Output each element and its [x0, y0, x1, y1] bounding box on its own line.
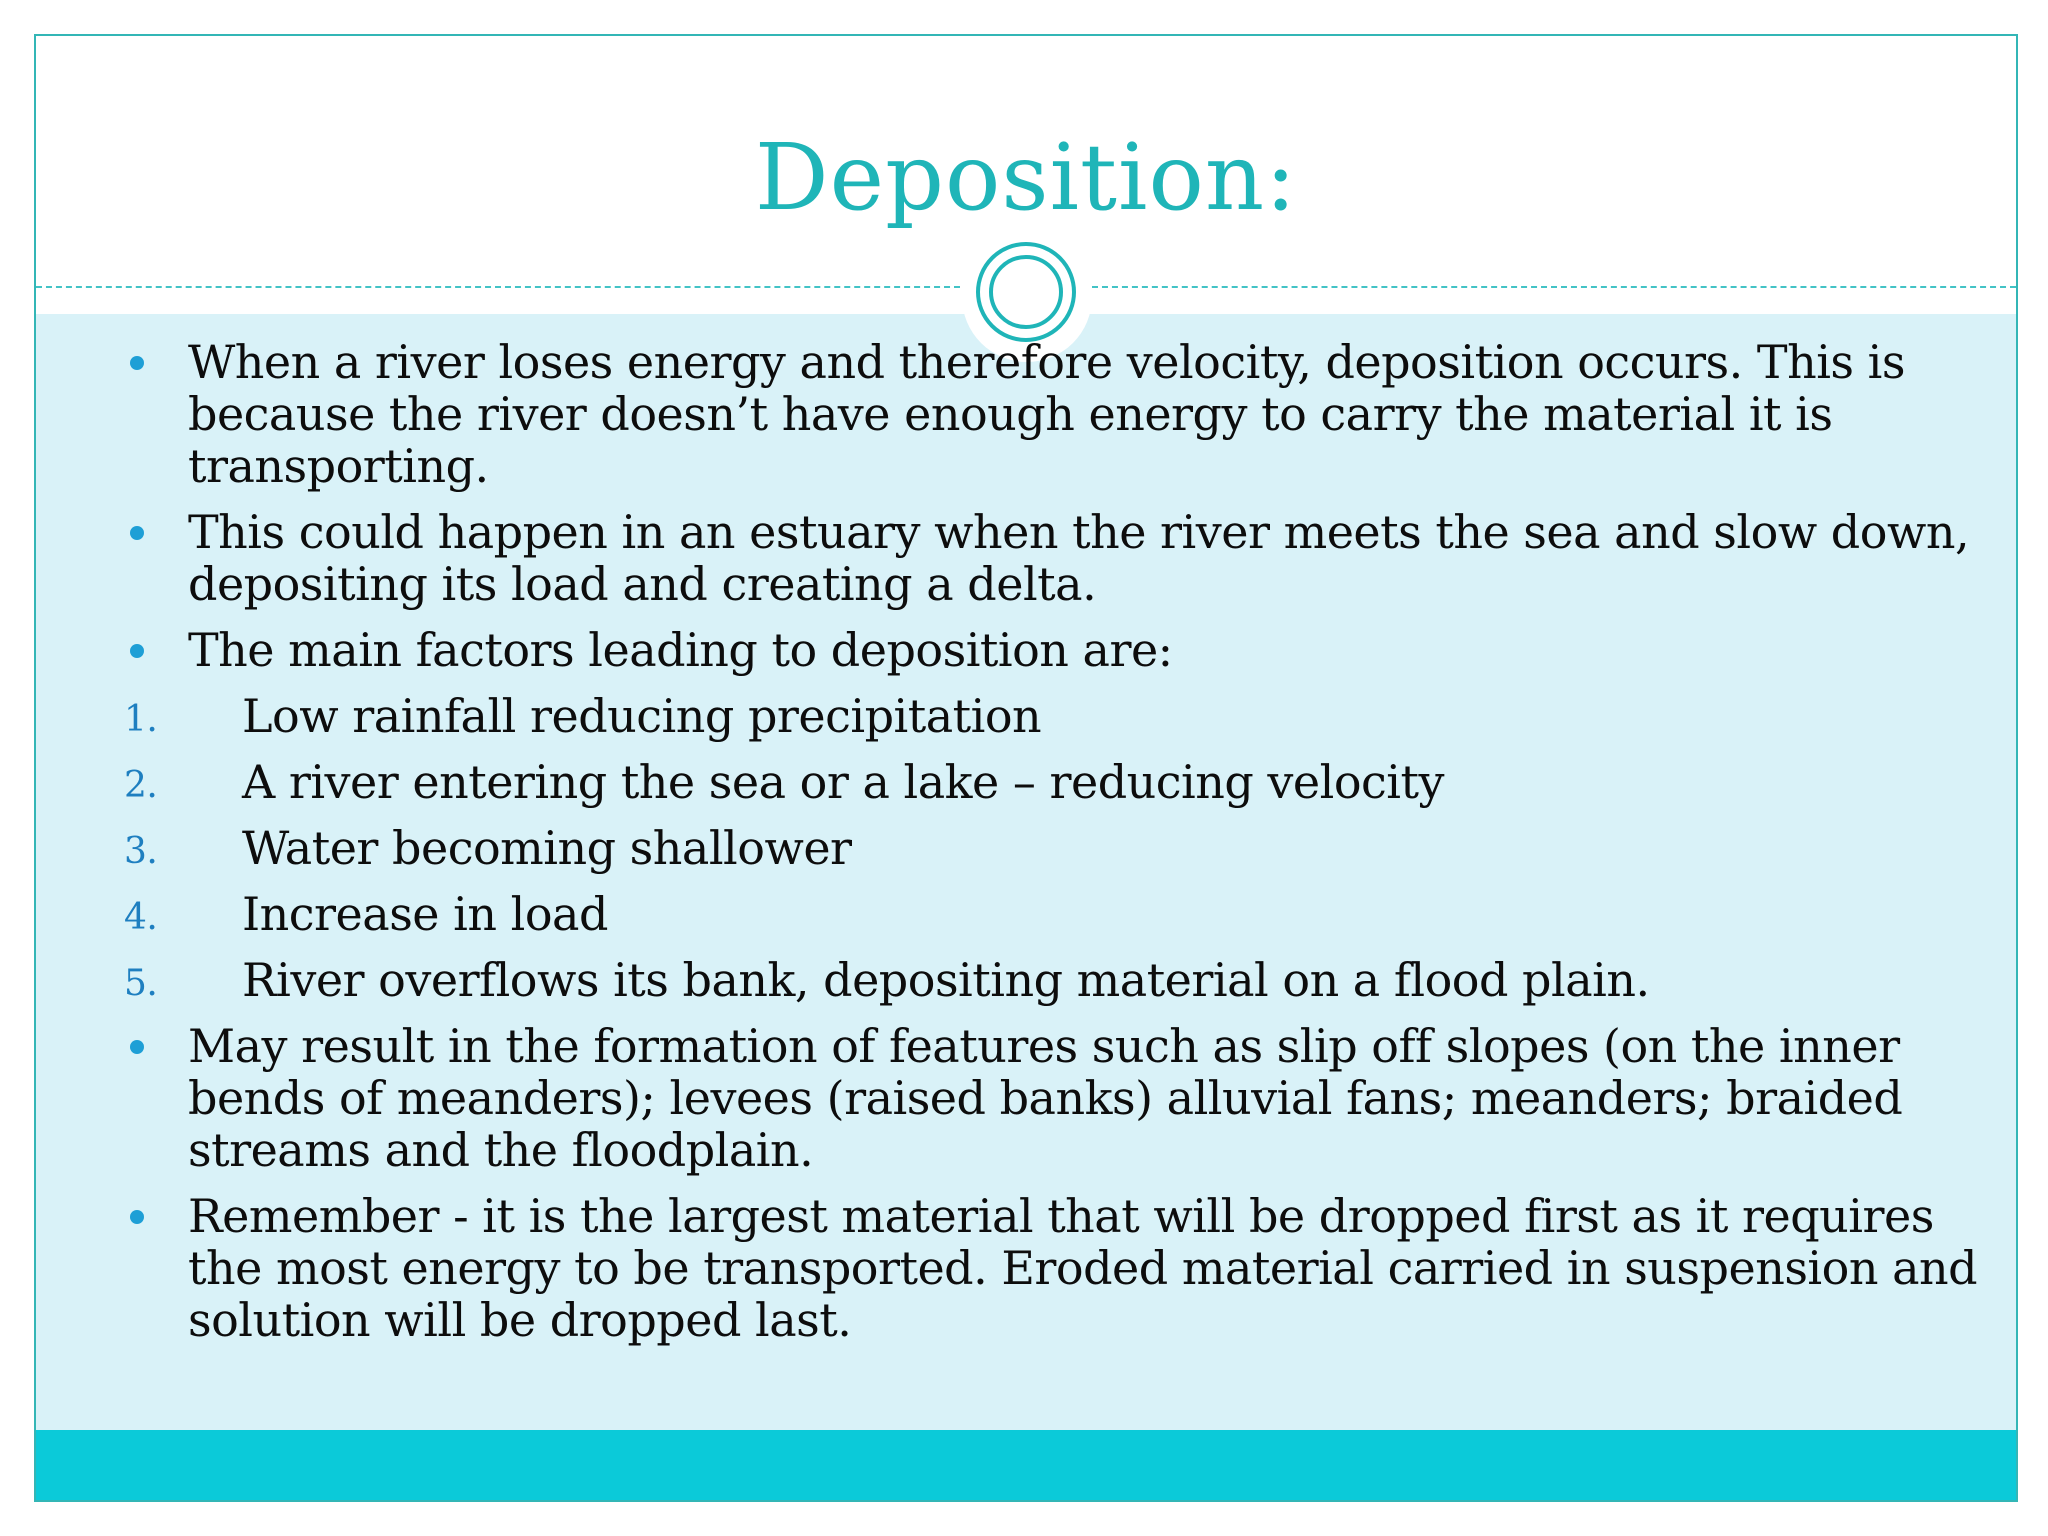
bullet-text: May result in the formation of features such as slip off slopes (on the inner bends of meanders); levees (raised banks) alluvial fans; meanders; braided streams and the floodplain.	[188, 1019, 1903, 1177]
bullet-dot-icon	[130, 644, 144, 658]
slide-title: Deposition:	[754, 124, 1298, 231]
bullet-dot-icon	[130, 1210, 144, 1224]
numbered-text: Increase in load	[242, 887, 608, 941]
slide	[34, 34, 2018, 1502]
item-number: 4.	[124, 897, 158, 938]
bullet-item	[96, 506, 1996, 610]
item-number: 2.	[124, 765, 158, 806]
divider-line-left	[36, 286, 960, 288]
item-number: 5.	[124, 963, 158, 1004]
bullet-dot-icon	[130, 1040, 144, 1054]
bullet-text: Remember - it is the largest material that will be dropped first as it requires the most energy to be transported. Eroded material carried in suspension and solution will be dropped last.	[188, 1189, 1978, 1347]
bullet-item	[96, 1190, 1996, 1346]
circle-ornament-icon	[976, 242, 1076, 342]
item-number: 3.	[124, 831, 158, 872]
numbered-item	[96, 756, 1996, 808]
numbered-item	[96, 690, 1996, 742]
bullet-item	[96, 1020, 1996, 1176]
footer-bar	[36, 1430, 2016, 1500]
divider-line-right	[1092, 286, 2016, 288]
bullet-text: The main factors leading to deposition are:	[188, 623, 1173, 677]
numbered-text: River overflows its bank, depositing material on a flood plain.	[242, 953, 1650, 1007]
numbered-item	[96, 888, 1996, 940]
numbered-text: Low rainfall reducing precipitation	[242, 689, 1042, 743]
item-number: 1.	[124, 699, 158, 740]
slide-body	[96, 336, 1996, 1360]
circle-ornament-inner	[989, 255, 1063, 329]
bullet-dot-icon	[130, 356, 144, 370]
bullet-dot-icon	[130, 526, 144, 540]
bullet-text: When a river loses energy and therefore velocity, deposition occurs. This is because the river doesn’t have enough energy to carry the material it is transporting.	[188, 335, 1905, 493]
numbered-item	[96, 954, 1996, 1006]
numbered-text: A river entering the sea or a lake – reducing velocity	[242, 755, 1444, 809]
bullet-item	[96, 336, 1996, 492]
bullet-item	[96, 624, 1996, 676]
numbered-item	[96, 822, 1996, 874]
numbered-text: Water becoming shallower	[242, 821, 852, 875]
bullet-text: This could happen in an estuary when the river meets the sea and slow down, depositing its load and creating a delta.	[188, 505, 1970, 611]
